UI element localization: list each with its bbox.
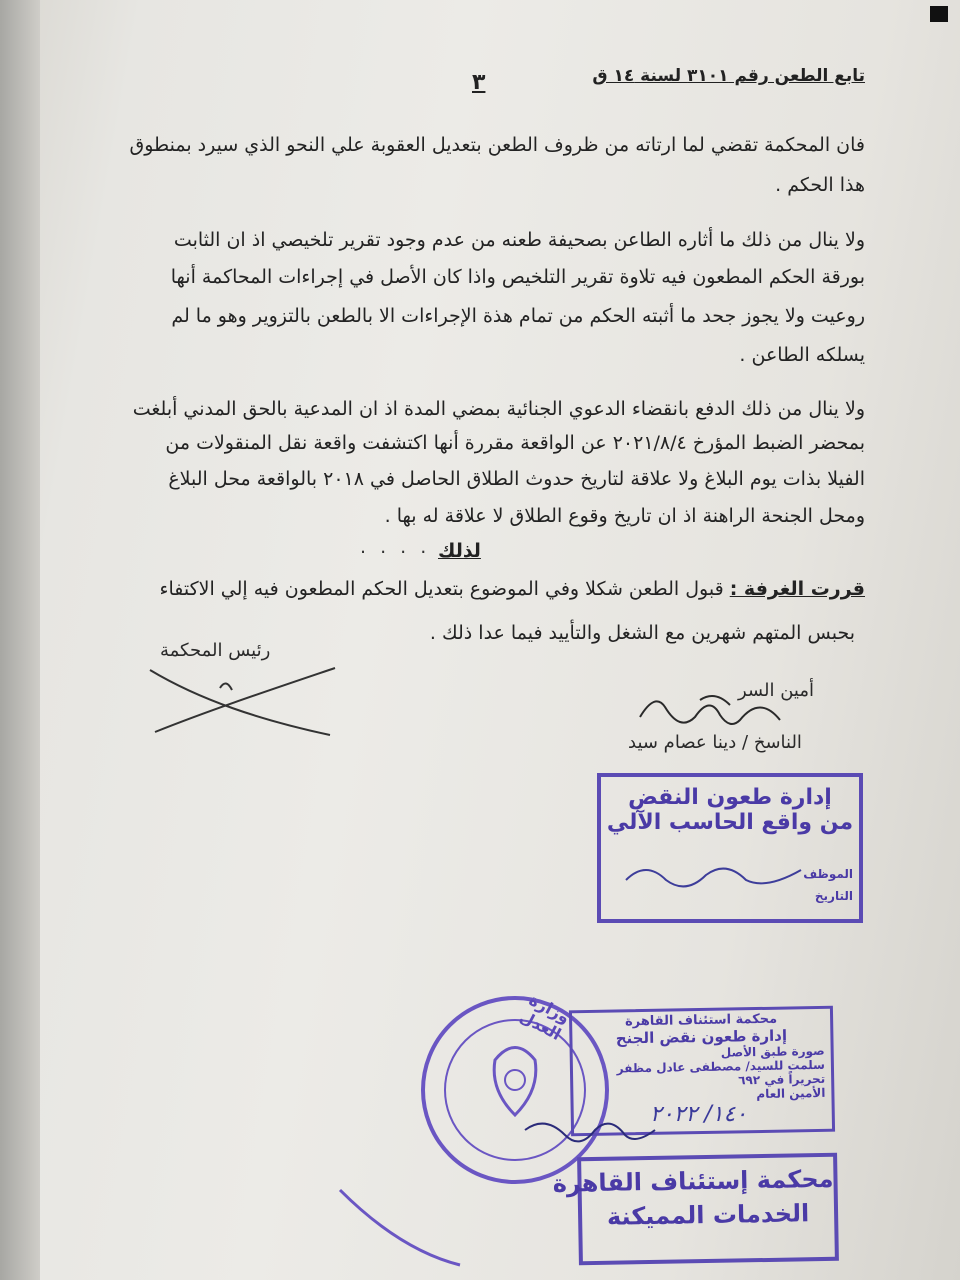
secretary-signature bbox=[630, 690, 790, 735]
corner-mark bbox=[930, 6, 948, 22]
paragraph-line: روعيت ولا يجوز جحد ما أثبته الحكم من تمام هذة الإجراءات الا بالطعن بالتزوير وهو ما لم bbox=[171, 305, 865, 327]
paragraph-line: هذا الحكم . bbox=[775, 174, 865, 196]
paragraph-line: ولا ينال من ذلك الدفع بانقضاء الدعوي الجنائية بمضي المدة اذ ان المدعية بالحق المدني أبلغت bbox=[132, 398, 865, 420]
secretary-label: أمين السر bbox=[738, 680, 814, 701]
decision-line-2: بحبس المتهم شهرين مع الشغل والتأييد فيما عدا ذلك . bbox=[429, 622, 855, 644]
services-stamp-line: الخدمات المميكنة bbox=[606, 1199, 810, 1231]
paragraph-line: ولا ينال من ذلك ما أثاره الطاعن بصحيفة طعنه من عدم وجود تقرير تلخيصي اذ ان الثابت bbox=[173, 229, 865, 251]
appeal-stamp-line: إدارة طعون نقض الجنح bbox=[615, 1026, 788, 1048]
admin-stamp-line: إدارة طعون النقض bbox=[628, 785, 832, 810]
paragraph-line: الفيلا بذات يوم البلاغ ولا علاقة لتاريخ حدوث الطلاق الحاصل في ٢٠١٨ بالواقعة محل البلاغ bbox=[168, 468, 865, 490]
decision-text: قبول الطعن شكلا وفي الموضوع بتعديل الحكم المطعون فيه إلي الاكتفاء bbox=[159, 578, 724, 600]
appeal-signature bbox=[520, 1110, 660, 1150]
paragraph-line: بمحضر الضبط المؤرخ ٢٠٢١/٨/٤ عن الواقعة مقررة أنها اكتشفت واقعة نقل المنقولات من bbox=[165, 432, 865, 454]
appeal-stamp-line: سلمت للسيد/ مصطفى عادل مظفر bbox=[616, 1057, 826, 1076]
page-edge-shadow bbox=[0, 0, 40, 1280]
admin-stamp-field: التاريخ bbox=[814, 889, 853, 903]
decision-line bbox=[160, 578, 865, 600]
appeal-stamp-line: صورة طبق الأصل bbox=[720, 1043, 825, 1060]
stamp-arc-fragment bbox=[330, 1180, 470, 1270]
admin-stamp bbox=[597, 773, 863, 923]
section-heading: لذلك bbox=[438, 540, 481, 562]
case-header: تابع الطعن رقم ٣١٠١ لسنة ١٤ ق bbox=[592, 66, 865, 86]
services-stamp bbox=[552, 1153, 839, 1266]
copyist-label: الناسخ / دينا عصام سيد bbox=[628, 732, 802, 753]
court-president-label: رئيس المحكمة bbox=[160, 640, 271, 661]
decision-label: قررت الغرفة : bbox=[729, 578, 865, 600]
paragraph-line: فان المحكمة تقضي لما ارتاته من ظروف الطعن بتعديل العقوبة علي النحو الذي سيرد بمنطوق bbox=[129, 134, 865, 156]
page-number: ٣ bbox=[472, 70, 486, 95]
president-signature-cross bbox=[140, 660, 340, 740]
paragraph-line: ومحل الجنحة الراهنة اذ ان تاريخ وقوع الطلاق لا علاقة له بها . bbox=[384, 505, 865, 527]
appeal-stamp-line: الأمين العام bbox=[756, 1085, 826, 1102]
paragraph-line: بورقة الحكم المطعون فيه تلاوة تقرير التلخيص واذا كان الأصل في إجراءات المحاكمة أنها bbox=[170, 266, 865, 288]
seal-text: وزارة العدل bbox=[516, 990, 574, 1045]
paragraph-line: يسلكه الطاعن . bbox=[739, 344, 865, 366]
handwritten-number: ١٤٠/ ٢٠٢٢ bbox=[650, 1102, 748, 1127]
services-stamp-line: محكمة إستئناف القاهرة bbox=[552, 1164, 834, 1198]
appeal-stamp-line: محكمة استئناف القاهرة bbox=[624, 1011, 778, 1030]
appeal-stamp-line: تحريراً في ٦٩٢ bbox=[738, 1071, 826, 1088]
admin-stamp-line: من واقع الحاسب الآلي bbox=[606, 810, 854, 835]
admin-stamp-field: الموظف bbox=[803, 867, 853, 881]
admin-stamp-handwriting bbox=[621, 855, 811, 895]
section-dots: . . . . bbox=[360, 536, 431, 558]
